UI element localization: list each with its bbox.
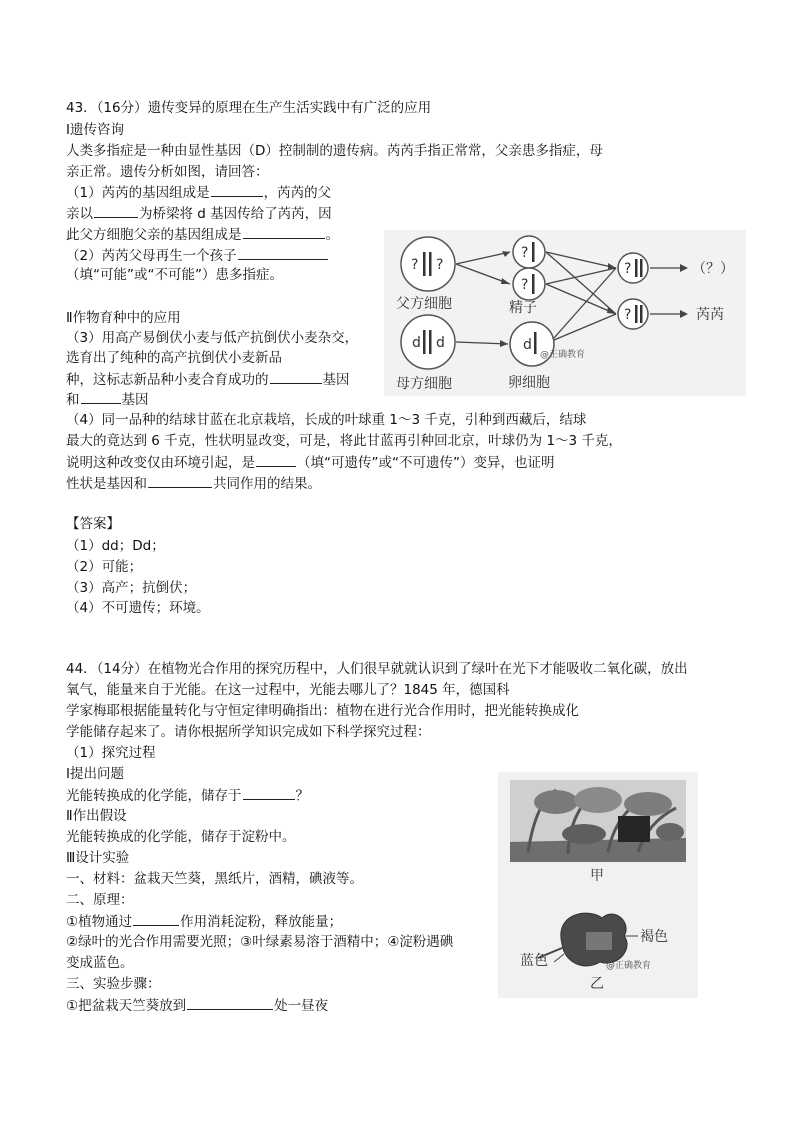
q44-line-10: Ⅲ设计实验 [66,850,130,866]
unknown-child-label: （？） [692,261,734,277]
q43-q3-line-3: 种，这标志新品种小麦合育成功的 基因 [66,372,350,388]
q44-line-2: 氧气，能量来自于光能。在这一过程中，光能去哪儿了？1845 年，德国科 [66,682,510,698]
q43-q2-line-1: （2）芮芮父母再生一个孩子 [66,246,329,265]
q43-q3-line-2: 选育出了纯种的高产抗倒伏小麦新品 [66,350,282,366]
q43-q3-line-4: 和 基因 [66,392,149,408]
q44-line-15: 变成蓝色。 [66,955,134,971]
answer-3: （3）高产；抗倒伏； [66,580,197,596]
q43-q2-line-2: （填“可能”或“不可能”）患多指症。 [66,267,283,283]
leaf-label-yi: 乙 [590,976,604,992]
leaf-label-brown: 褐色 [640,929,668,945]
q44-line-13: ①植物通过 作用消耗淀粉，释放能量； [66,914,343,930]
svg-text:?: ? [521,277,529,293]
answer-4: （4）不可遗传；环境。 [66,600,210,616]
q44-line-16: 三、实验步骤： [66,976,161,992]
answer-blank[interactable] [94,204,138,218]
answer-blank[interactable] [270,370,322,384]
q43-section-1: Ⅰ遗传咨询 [66,122,124,138]
mother-allele-2: d [436,335,445,351]
q43-q4-line-1: （4）同一品种的结球甘蓝在北京栽培，长成的叶球重 1～3 千克，引种到西藏后，结球 [66,412,587,428]
answer-blank[interactable] [243,225,325,239]
mother-allele-1: d [412,335,421,351]
svg-text:d: d [523,337,532,353]
mother-cell-label: 母方细胞 [396,376,452,392]
father-cell-label: 父方细胞 [396,296,452,312]
q44-line-17: ①把盆栽天竺葵放到 处一昼夜 [66,998,329,1014]
q44-title: 44．（14分）在植物光合作用的探究历程中，人们很早就就认识到了绿叶在光下才能吸收二氧化碳，放出 [66,661,688,677]
potted-plant-photo [510,780,686,862]
father-allele-2: ? [436,257,444,273]
father-allele-1: ? [411,257,419,273]
mother-cell [401,315,455,369]
offspring-cell-ruirui [618,299,648,329]
answer-blank[interactable] [256,453,296,467]
q43-q4-line-2: 最大的竟达到 6 千克，性状明显改变，可是，将此甘蓝再引种回北京，叶球仍为 1～3 千克， [66,433,622,449]
q43-q1-line-3: 此父方细胞父亲的基因组成是 。 [66,227,339,243]
figure-watermark: @正确教育 [606,961,652,971]
svg-text:?: ? [521,245,529,261]
q44-line-4: 学能储存起来了。请你根据所学知识完成如下科学探究过程： [66,724,431,740]
q44-line-8: Ⅱ作出假设 [66,808,127,824]
answer-blank[interactable] [81,390,121,404]
answer-heading: 【答案】 [66,516,120,532]
answer-1: （1）dd；Dd； [66,538,165,554]
q43-title: 43．（16分）遗传变异的原理在生产生活实践中有广泛的应用 [66,100,432,116]
q44-line-14: ②绿叶的光合作用需要光照；③叶绿素易溶于酒精中；④淀粉遇碘 [66,934,454,950]
answer-2: （2）可能； [66,559,143,575]
answer-blank[interactable] [243,786,295,800]
photo-label-jia: 甲 [590,868,604,884]
q44-line-6: Ⅰ提出问题 [66,766,124,782]
father-cell [401,237,455,291]
q43-intro-line-2: 亲正常。遗传分析如图，请回答： [66,164,269,180]
answer-blank[interactable] [133,912,179,926]
sperm-label: 精子 [509,300,537,316]
q44-line-11: 一、材料：盆栽天竺葵，黑纸片，酒精，碘液等。 [66,871,363,887]
q43-q3-line-1: （3）用高产易倒伏小麦与低产抗倒伏小麦杂交， [66,330,359,346]
answer-blank[interactable] [238,246,328,260]
offspring-cell-unknown [618,253,648,283]
answer-blank[interactable] [148,474,212,488]
q44-line-9: 光能转换成的化学能，储存于淀粉中。 [66,829,296,845]
diagram-watermark: @正确教育 [540,350,586,360]
plant-leaf-figure [498,772,698,998]
svg-text:?: ? [624,307,632,323]
q44-line-7: 光能转换成的化学能，储存于 ？ [66,788,309,804]
egg-label: 卵细胞 [508,375,550,391]
q44-line-3: 学家梅耶根据能量转化与守恒定律明确指出：植物在进行光合作用时，把光能转换成化 [66,703,579,719]
q43-q1-line-2: 亲以 为桥梁将 d 基因传给了芮芮，因 [66,206,332,222]
svg-text:?: ? [624,261,632,277]
q43-q4-line-3: 说明这种改变仅由环境引起，是 （填“可遗传”或“不可遗传”）变异，也证明 [66,455,555,471]
q43-q4-line-4: 性状是基因和 共同作用的结果。 [66,476,321,492]
q43-intro-line-1: 人类多指症是一种由显性基因（D）控制制的遗传病。芮芮手指正常常，父亲患多指症，母 [66,143,603,159]
answer-blank[interactable] [211,183,263,197]
ruirui-label: 芮芮 [696,307,724,323]
sperm-cell-2 [513,268,545,300]
q43-section-2: Ⅱ作物育种中的应用 [66,310,181,326]
q43-q1-line-1: （1）芮芮的基因组成是 ，芮芮的父 [66,185,332,201]
heredity-diagram [384,230,746,396]
sperm-cell-1 [513,236,545,268]
answer-blank[interactable] [187,996,273,1010]
q44-line-12: 二、原理： [66,892,134,908]
q44-line-5: （1）探究过程 [66,745,156,761]
leaf-label-blue: 蓝色 [520,953,548,969]
